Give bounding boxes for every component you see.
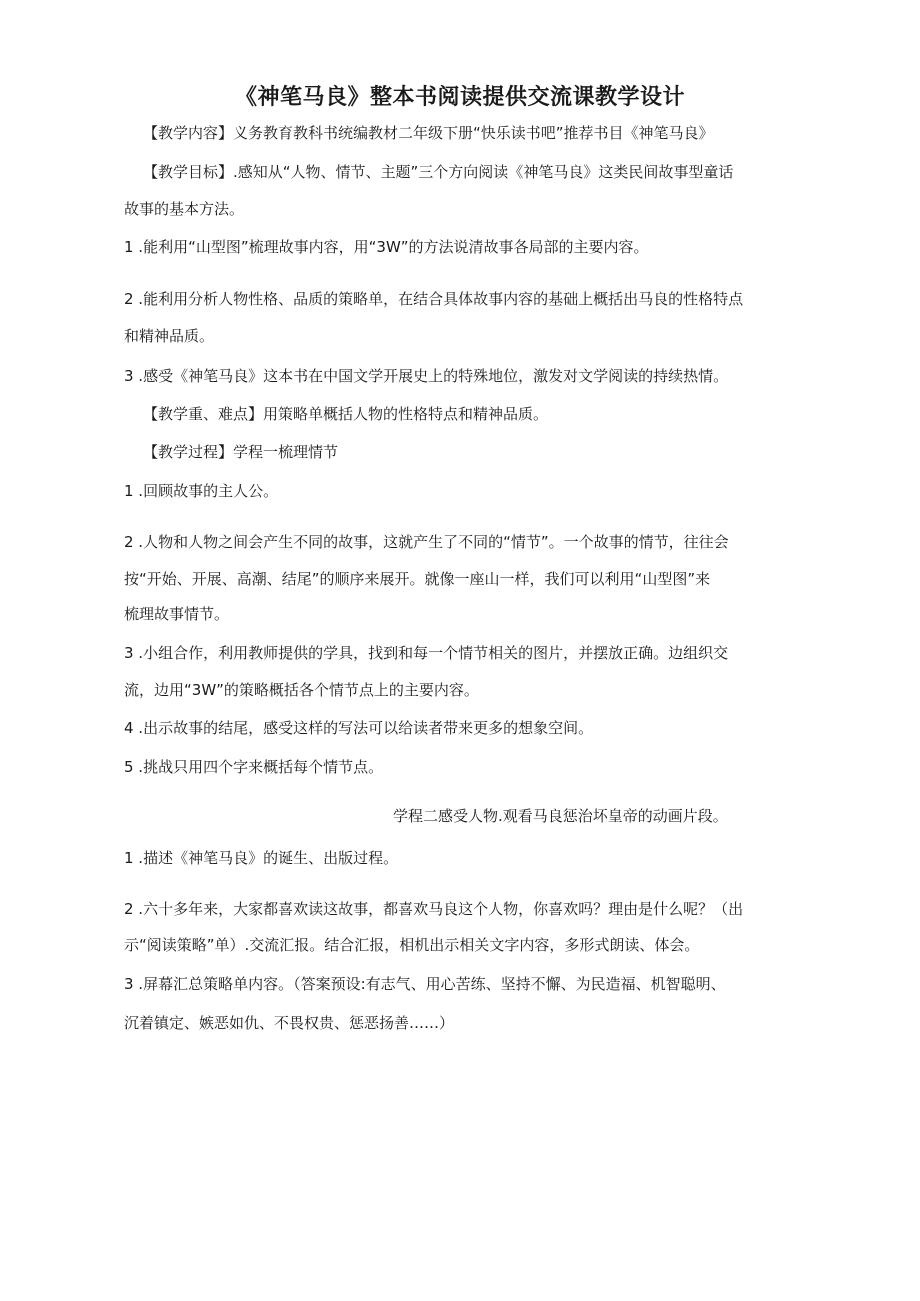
- process1-item-4: 4 .出示故事的结尾，感受这样的写法可以给读者带来更多的想象空间。: [124, 719, 594, 737]
- process1-item-2-cont: 按“开始、开展、高潮、结尾”的顺序来展开。就像一座山一样，我们可以利用“山型图”来: [124, 570, 711, 588]
- process1-item-2: 2 .人物和人物之间会产生不同的故事，这就产生了不同的“情节”。一个故事的情节，往往会: [124, 533, 729, 551]
- teaching-goal: 【教学目标】.感知从“人物、情节、主题”三个方向阅读《神笔马良》这类民间故事型童话: [143, 163, 734, 181]
- process1-item-5: 5 .挑战只用四个字来概括每个情节点。: [124, 758, 384, 776]
- goal-item-2-cont: 和精神品质。: [124, 327, 215, 345]
- goal-item-1: 1 .能利用“山型图”梳理故事内容，用“3W”的方法说清故事各局部的主要内容。: [124, 238, 649, 256]
- process2-heading: 学程二感受人物.观看马良惩治坏皇帝的动画片段。: [393, 807, 728, 825]
- process2-item-1: 1 .描述《神笔马良》的诞生、出版过程。: [124, 849, 399, 867]
- teaching-goal-cont: 故事的基本方法。: [124, 200, 245, 218]
- process1-item-3-cont: 流，边用“3W”的策略概括各个情节点上的主要内容。: [124, 681, 479, 699]
- goal-item-3: 3 .感受《神笔马良》这本书在中国文学开展史上的特殊地位，激发对文学阅读的持续热情。: [124, 367, 729, 385]
- process1-item-1: 1 .回顾故事的主人公。: [124, 482, 279, 500]
- process1-item-2-cont2: 梳理故事情节。: [124, 605, 230, 623]
- teaching-content: 【教学内容】义务教育教科书统编教材二年级下册“快乐读书吧”推荐书目《神笔马良》: [143, 124, 714, 142]
- process2-item-2-cont: 示“阅读策略”单）.交流汇报。结合汇报，相机出示相关文字内容，多形式朗读、体会。: [124, 936, 700, 954]
- process1-item-3: 3 .小组合作，利用教师提供的学具，找到和每一个情节相关的图片，并摆放正确。边组织交: [124, 644, 729, 662]
- process2-item-3: 3 .屏幕汇总策略单内容。（答案预设:有志气、用心苦练、坚持不懈、为民造福、机智聪明、: [124, 975, 726, 993]
- goal-item-2: 2 .能利用分析人物性格、品质的策略单，在结合具体故事内容的基础上概括出马良的性格特点: [124, 290, 744, 308]
- teaching-process: 【教学过程】学程一梳理情节: [143, 443, 339, 461]
- process2-item-2: 2 .六十多年来，大家都喜欢读这故事，都喜欢马良这个人物，你喜欢吗？理由是什么呢？（出: [124, 900, 744, 918]
- key-points: 【教学重、难点】用策略单概括人物的性格特点和精神品质。: [143, 405, 549, 423]
- process2-item-3-cont: 沉着镇定、嫉恶如仇、不畏权贵、惩恶扬善……）: [124, 1014, 455, 1032]
- document-title: 《神笔马良》整本书阅读提供交流课教学设计: [234, 85, 685, 110]
